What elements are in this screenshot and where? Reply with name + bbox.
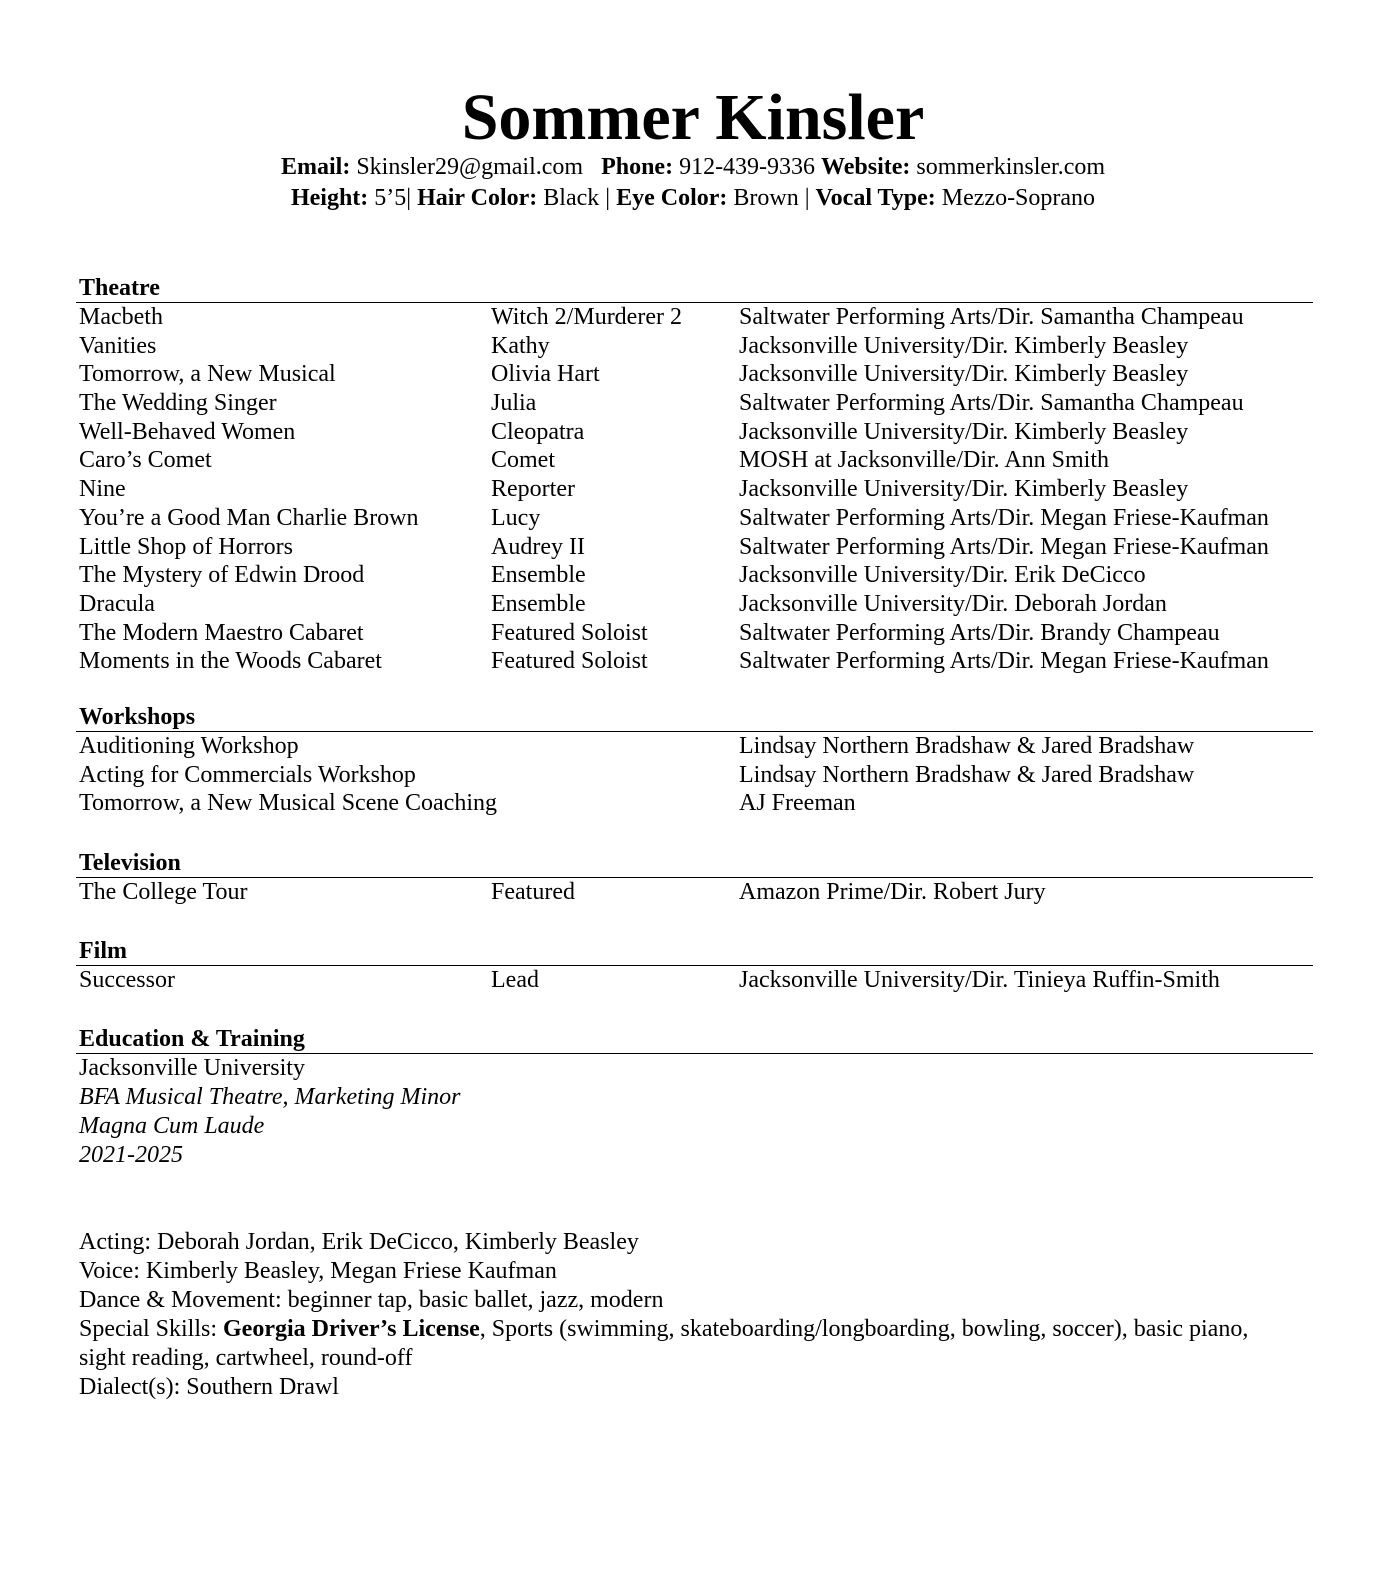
credit-role: Lucy (491, 504, 541, 531)
credit-row (76, 446, 1313, 475)
credit-row (76, 561, 1313, 590)
credit-role: Comet (491, 447, 555, 474)
credit-company: Jacksonville University/Dir. Deborah Jordan (739, 590, 1167, 617)
credit-company: Saltwater Performing Arts/Dir. Megan Friese-Kaufman (739, 648, 1269, 675)
theatre-list (76, 303, 1313, 676)
credit-company: Saltwater Performing Arts/Dir. Samantha Champeau (739, 390, 1244, 417)
credit-title: Successor (79, 967, 175, 993)
credit-company: Jacksonville University/Dir. Tinieya Ruffin-Smith (739, 967, 1220, 993)
credit-title: Tomorrow, a New Musical Scene Coaching (79, 790, 497, 817)
email-label: Email: (280, 154, 351, 180)
television-section (76, 849, 1313, 907)
hair-value: Black | (543, 185, 611, 211)
credit-company: Jacksonville University/Dir. Kimberly Beasley (739, 418, 1189, 445)
credit-role: Ensemble (491, 562, 586, 589)
credit-role: Featured (491, 879, 575, 905)
credit-role: Kathy (491, 332, 550, 359)
special-skills-highlight: Georgia Driver’s License (223, 1316, 480, 1342)
special-skills-label: Special Skills: (79, 1316, 223, 1342)
degree: BFA Musical Theatre, Marketing Minor (79, 1084, 461, 1110)
credit-role: Audrey II (491, 533, 585, 560)
website-value: sommerkinsler.com (916, 154, 1106, 180)
credit-company: Jacksonville University/Dir. Kimberly Beasley (739, 476, 1189, 503)
credit-company: Amazon Prime/Dir. Robert Jury (739, 879, 1046, 905)
credit-row (76, 360, 1313, 389)
credit-title: Well-Behaved Women (79, 418, 296, 445)
credit-company: Lindsay Northern Bradshaw & Jared Bradshaw (739, 733, 1195, 759)
credit-row (76, 761, 1313, 790)
credit-title: The College Tour (79, 879, 248, 905)
credit-row (76, 475, 1313, 504)
credit-row (76, 533, 1313, 562)
credit-title: Macbeth (79, 304, 163, 330)
credit-title: Little Shop of Horrors (79, 533, 293, 560)
credit-title: Tomorrow, a New Musical (79, 361, 336, 388)
acting-training: Acting: Deborah Jordan, Erik DeCicco, Kimberly Beasley (79, 1229, 639, 1255)
workshops-section (76, 703, 1313, 818)
eye-label: Eye Color: (616, 185, 728, 211)
voice-training: Voice: Kimberly Beasley, Megan Friese Kaufman (79, 1258, 557, 1284)
credit-company: Jacksonville University/Dir. Kimberly Beasley (739, 361, 1189, 388)
resume-name: Sommer Kinsler (461, 81, 925, 154)
credit-role: Ensemble (491, 590, 586, 617)
credit-company: Saltwater Performing Arts/Dir. Brandy Champeau (739, 619, 1220, 646)
credit-title: Moments in the Woods Cabaret (79, 648, 382, 675)
dialects: Dialect(s): Southern Drawl (79, 1374, 339, 1400)
vocal-label: Vocal Type: (815, 185, 936, 211)
phone-value: 912-439-9336 (679, 154, 816, 180)
special-skills-rest: , Sports (swimming, skateboarding/longboarding, bowling, soccer), basic piano, (479, 1316, 1249, 1342)
credit-role: Julia (491, 390, 537, 417)
education-heading: Education & Training (76, 1025, 1313, 1054)
credit-company: Jacksonville University/Dir. Kimberly Beasley (739, 332, 1189, 359)
website-label: Website: (821, 154, 911, 180)
credit-role: Cleopatra (491, 418, 585, 445)
vocal-value: Mezzo-Soprano (941, 185, 1096, 211)
credit-company: Lindsay Northern Bradshaw & Jared Bradshaw (739, 761, 1195, 788)
dance-training: Dance & Movement: beginner tap, basic ballet, jazz, modern (79, 1287, 664, 1313)
credit-title: Nine (79, 476, 126, 503)
credit-company: AJ Freeman (739, 790, 856, 817)
credit-row (76, 504, 1313, 533)
television-heading: Television (76, 849, 1313, 878)
credit-role: Olivia Hart (491, 361, 600, 388)
credit-title: Vanities (79, 332, 157, 359)
special-skills-continued: sight reading, cartwheel, round-off (79, 1345, 413, 1371)
credit-title: Dracula (79, 590, 155, 617)
credit-row (76, 789, 1313, 818)
credit-company: MOSH at Jacksonville/Dir. Ann Smith (739, 447, 1110, 474)
credit-company: Saltwater Performing Arts/Dir. Samantha Champeau (739, 304, 1244, 330)
height-value: 5’5| (374, 185, 412, 211)
credit-title: The Mystery of Edwin Drood (79, 562, 365, 589)
workshops-heading: Workshops (76, 703, 1313, 732)
credit-company: Jacksonville University/Dir. Erik DeCicco (739, 562, 1146, 589)
television-list (76, 878, 1313, 907)
credit-title: Auditioning Workshop (79, 733, 299, 759)
film-section (76, 937, 1313, 995)
credit-row (76, 966, 1313, 995)
credit-row (76, 647, 1313, 676)
stats-line (0, 183, 1386, 213)
credit-company: Saltwater Performing Arts/Dir. Megan Friese-Kaufman (739, 533, 1269, 560)
credit-title: The Wedding Singer (79, 390, 277, 417)
phone-label: Phone: (601, 154, 674, 180)
eye-value: Brown | (733, 185, 810, 211)
credit-row (76, 303, 1313, 332)
workshops-list (76, 732, 1313, 818)
contact-line (0, 152, 1386, 182)
credit-row (76, 590, 1313, 619)
credit-row (76, 389, 1313, 418)
credit-row (76, 418, 1313, 447)
credit-role: Witch 2/Murderer 2 (491, 304, 682, 330)
years: 2021-2025 (79, 1142, 183, 1168)
education-section (76, 1025, 1313, 1170)
credit-title: Acting for Commercials Workshop (79, 761, 416, 788)
special-skills (79, 1315, 1319, 1344)
credit-title: The Modern Maestro Cabaret (79, 619, 364, 646)
film-heading: Film (76, 937, 1313, 966)
theatre-heading: Theatre (76, 274, 1313, 303)
credit-role: Reporter (491, 476, 575, 503)
email-value: Skinsler29@gmail.com (356, 154, 584, 180)
theatre-section (76, 274, 1313, 676)
credit-company: Saltwater Performing Arts/Dir. Megan Friese-Kaufman (739, 504, 1269, 531)
hair-label: Hair Color: (417, 185, 538, 211)
film-list (76, 966, 1313, 995)
credit-role: Featured Soloist (491, 648, 648, 675)
credit-row (76, 332, 1313, 361)
credit-role: Lead (491, 967, 539, 993)
school-name: Jacksonville University (79, 1055, 305, 1081)
credit-title: Caro’s Comet (79, 447, 212, 474)
honors: Magna Cum Laude (79, 1113, 265, 1139)
credit-row (76, 732, 1313, 761)
height-label: Height: (290, 185, 369, 211)
credit-role: Featured Soloist (491, 619, 648, 646)
skills-section (79, 1228, 1319, 1402)
credit-title: You’re a Good Man Charlie Brown (79, 504, 419, 531)
credit-row (76, 619, 1313, 648)
credit-row (76, 878, 1313, 907)
